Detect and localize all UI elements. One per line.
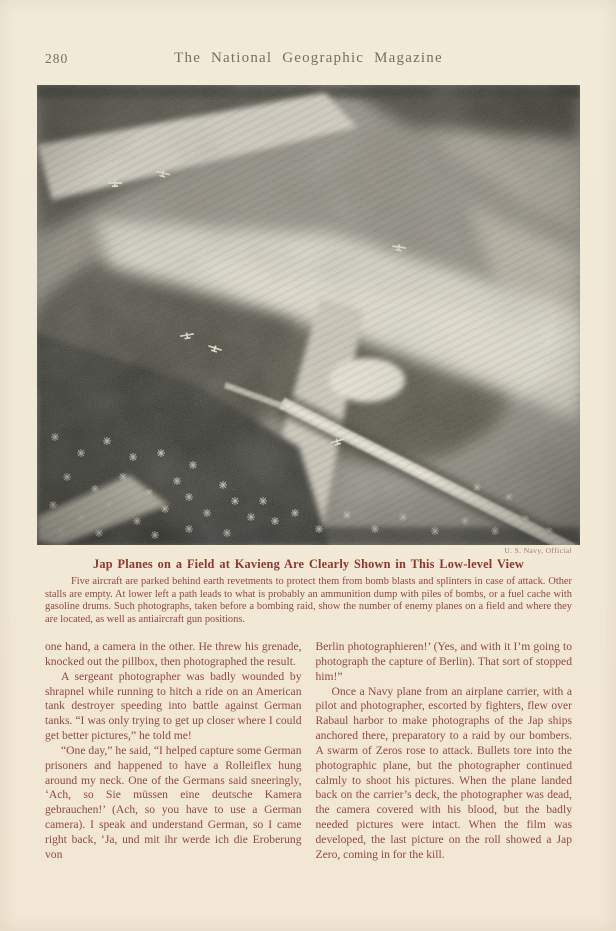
aerial-photo — [37, 85, 580, 545]
caption-title: Jap Planes on a Field at Kavieng Are Clearly Shown in This Low-level View — [93, 557, 524, 571]
body-text — [45, 640, 572, 897]
page-header — [45, 50, 572, 70]
aerial-photo-graphic — [37, 85, 580, 545]
page-number: 280 — [45, 51, 69, 66]
paragraph: “One day,” he said, “I helped capture some German prisoners and happened to have a Rolleiflex hung around my neck. One of the Germans said sneeringly, ‘Ach, so Sie müssen eine deutsche Kamera gebrauchen!’ (Ach, so you have to use a German camera). I speak and understand German, so I came right back, ‘Ja, und mit ihr werde ich die Eroberung von — [45, 743, 302, 861]
photo-credit: U. S. Navy, Official — [504, 546, 572, 555]
right-column — [316, 640, 573, 897]
caption-body: Five aircraft are parked behind earth revetments to protect them from bomb blasts and splinters in case of attack. Other stalls are empty. At lower left a path leads to what is probably an ammunition dump with piles of bombs, or a fuel cache with gasoline drums. Such photographs, taken before a bombing raid, show the number of enemy planes on a field and where they are located, as well as antiaircraft gun positions. — [45, 576, 572, 625]
paragraph: one hand, a camera in the other. He threw his grenade, knocked out the pillbox, then photographed the result. — [45, 640, 302, 668]
left-column — [45, 640, 302, 897]
paragraph: A sergeant photographer was badly wounded by shrapnel while running to hitch a ride on an American tank destroyer speeding into battle against German tanks. “I was only trying to get up closer where I could get better pictures,” he told me! — [45, 669, 302, 743]
paragraph: Once a Navy plane from an airplane carrier, with a pilot and photographer, escorted by fighters, flew over Rabaul harbor to make photographs of the Jap ships anchored there, preparatory to a raid by our bombers. A swarm of Zeros rose to attack. Bullets tore into the photographic plane, but the photographer continued calmly to shoot his pictures. When the plane landed back on the carrier’s deck, the photographer was dead, the camera covered with his blood, but the badly needed pictures were intact. When the film was developed, the last picture on the roll showed a Jap Zero, coming in for the kill. — [315, 684, 572, 861]
magazine-title: The National Geographic Magazine — [174, 50, 443, 66]
paragraph: Berlin photographieren!’ (Yes, and with it I’m going to photograph the capture of Berlin). That sort of stopped him!” — [315, 640, 572, 683]
